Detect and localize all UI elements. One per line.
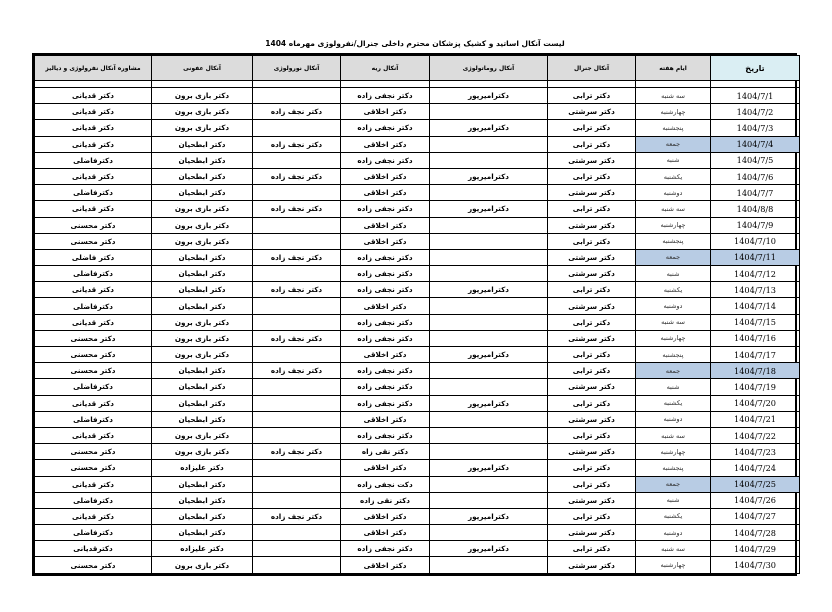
table-row <box>35 120 800 136</box>
rheumatology-oncall-cell <box>430 266 548 282</box>
nephrology-consult-cell: دکتر قدیانی <box>35 104 152 120</box>
pulmonology-oncall-cell: دکتر اخلاقی <box>341 508 430 524</box>
table-row <box>35 136 800 152</box>
neurology-oncall-cell: دکتر نجف زاده <box>253 444 341 460</box>
nephrology-consult-cell: دکترفاضلی <box>35 266 152 282</box>
date-cell: 1404/7/16 <box>711 330 800 346</box>
pulmonology-oncall-cell: دکتر اخلاقی <box>341 460 430 476</box>
general-oncall-cell: دکتر ترابی <box>548 427 636 443</box>
nephrology-consult-cell: دکتر فاضلی <box>35 249 152 265</box>
neurology-oncall-cell: دکتر نجف زاده <box>253 201 341 217</box>
infectious-oncall-cell: دکتر ابطحیان <box>152 152 253 168</box>
pulmonology-oncall-cell: دکتر اخلاقی <box>341 411 430 427</box>
nephrology-consult-cell: دکتر قدیانی <box>35 168 152 184</box>
spacer-cell <box>548 81 636 88</box>
table-row <box>35 298 800 314</box>
table-row <box>35 152 800 168</box>
pulmonology-oncall-cell: دکتر نجفی زاده <box>341 88 430 104</box>
table-row <box>35 217 800 233</box>
day-cell: جمعه <box>636 136 711 152</box>
neurology-oncall-cell <box>253 314 341 330</box>
general-oncall-cell: دکتر سرشتی <box>548 492 636 508</box>
neurology-oncall-cell <box>253 557 341 573</box>
day-cell: پنجشنبه <box>636 460 711 476</box>
infectious-oncall-cell: دکتر ابطحیان <box>152 249 253 265</box>
pulmonology-oncall-cell: دکتر اخلاقی <box>341 233 430 249</box>
pulmonology-oncall-cell: دکتر نجفی زاده <box>341 427 430 443</box>
table-row <box>35 185 800 201</box>
pulmonology-oncall-cell: دکتر نجفی زاده <box>341 282 430 298</box>
table-row <box>35 460 800 476</box>
pulmonology-oncall-cell: دکتر نجفی زاده <box>341 379 430 395</box>
pulmonology-oncall-cell: دکتر نجفی زاده <box>341 363 430 379</box>
pulmonology-oncall-cell: دکتر اخلاقی <box>341 104 430 120</box>
rheumatology-oncall-cell <box>430 492 548 508</box>
pulmonology-oncall-cell: دکتر اخلاقی <box>341 185 430 201</box>
general-oncall-cell: دکتر سرشتی <box>548 557 636 573</box>
neurology-oncall-cell <box>253 541 341 557</box>
day-cell: چهارشنبه <box>636 330 711 346</box>
table-row <box>35 249 800 265</box>
date-cell: 1404/7/23 <box>711 444 800 460</box>
infectious-oncall-cell: دکتر علیزاده <box>152 460 253 476</box>
header-general: آنکال جنرال <box>548 56 636 81</box>
day-cell: سه شنبه <box>636 88 711 104</box>
general-oncall-cell: دکتر ترابی <box>548 541 636 557</box>
general-oncall-cell: دکتر سرشتی <box>548 104 636 120</box>
day-cell: جمعه <box>636 249 711 265</box>
rheumatology-oncall-cell: دکترامیرپور <box>430 168 548 184</box>
day-cell: پنجشنبه <box>636 233 711 249</box>
table-row <box>35 266 800 282</box>
neurology-oncall-cell: دکتر نجف زاده <box>253 136 341 152</box>
rheumatology-oncall-cell <box>430 411 548 427</box>
table-row <box>35 411 800 427</box>
day-cell: یکشنبه <box>636 168 711 184</box>
pulmonology-oncall-cell: دکتر نجفی زاده <box>341 152 430 168</box>
neurology-oncall-cell <box>253 395 341 411</box>
neurology-oncall-cell: دکتر نجف زاده <box>253 249 341 265</box>
day-cell: دوشنبه <box>636 185 711 201</box>
rheumatology-oncall-cell: دکترامیرپور <box>430 347 548 363</box>
oncall-schedule-table <box>34 55 800 574</box>
pulmonology-oncall-cell: دکتر نقی زاه <box>341 444 430 460</box>
nephrology-consult-cell: دکتر محسنی <box>35 217 152 233</box>
date-cell: 1404/7/2 <box>711 104 800 120</box>
day-cell: یکشنبه <box>636 508 711 524</box>
rheumatology-oncall-cell <box>430 379 548 395</box>
pulmonology-oncall-cell: دکتر اخلاقی <box>341 217 430 233</box>
nephrology-consult-cell: دکتر قدیانی <box>35 282 152 298</box>
date-cell: 1404/7/24 <box>711 460 800 476</box>
infectious-oncall-cell: دکتر علیزاده <box>152 541 253 557</box>
pulmonology-oncall-cell: دکتر اخلاقی <box>341 525 430 541</box>
general-oncall-cell: دکتر سرشتی <box>548 152 636 168</box>
nephrology-consult-cell: دکتر محسنی <box>35 444 152 460</box>
nephrology-consult-cell: دکتر محسنی <box>35 347 152 363</box>
table-row <box>35 104 800 120</box>
neurology-oncall-cell <box>253 427 341 443</box>
rheumatology-oncall-cell <box>430 217 548 233</box>
spacer-cell <box>152 81 253 88</box>
table-row <box>35 282 800 298</box>
nephrology-consult-cell: دکترفاضلی <box>35 525 152 541</box>
day-cell: سه شنبه <box>636 201 711 217</box>
spacer-cell <box>430 81 548 88</box>
general-oncall-cell: دکتر ترابی <box>548 347 636 363</box>
rheumatology-oncall-cell: دکترامیرپور <box>430 460 548 476</box>
nephrology-consult-cell: دکتر قدیانی <box>35 120 152 136</box>
neurology-oncall-cell <box>253 347 341 363</box>
nephrology-consult-cell: دکتر قدیانی <box>35 136 152 152</box>
infectious-oncall-cell: دکتر بازی برون <box>152 347 253 363</box>
infectious-oncall-cell: دکتر ابطحیان <box>152 379 253 395</box>
table-row <box>35 330 800 346</box>
general-oncall-cell: دکتر ترابی <box>548 233 636 249</box>
infectious-oncall-cell: دکتر ابطحیان <box>152 168 253 184</box>
infectious-oncall-cell: دکتر بازی برون <box>152 233 253 249</box>
table-row <box>35 233 800 249</box>
infectious-oncall-cell: دکتر ابطحیان <box>152 492 253 508</box>
date-cell: 1404/7/11 <box>711 249 800 265</box>
nephrology-consult-cell: دکترفاضلی <box>35 298 152 314</box>
nephrology-consult-cell: دکتر قدیانی <box>35 201 152 217</box>
rheumatology-oncall-cell: دکترامیرپور <box>430 541 548 557</box>
table-row <box>35 395 800 411</box>
day-cell: جمعه <box>636 476 711 492</box>
date-cell: 1404/7/14 <box>711 298 800 314</box>
nephrology-consult-cell: دکترقدیانی <box>35 541 152 557</box>
nephrology-consult-cell: دکتر محسنی <box>35 233 152 249</box>
day-cell: پنجشنبه <box>636 347 711 363</box>
table-row <box>35 427 800 443</box>
infectious-oncall-cell: دکتر ابطحیان <box>152 136 253 152</box>
day-cell: سه شنبه <box>636 541 711 557</box>
neurology-oncall-cell <box>253 266 341 282</box>
neurology-oncall-cell <box>253 525 341 541</box>
table-row <box>35 363 800 379</box>
date-cell: 1404/7/4 <box>711 136 800 152</box>
infectious-oncall-cell: دکتر بازی برون <box>152 427 253 443</box>
nephrology-consult-cell: دکتر محسنی <box>35 363 152 379</box>
rheumatology-oncall-cell <box>430 185 548 201</box>
date-cell: 1404/7/20 <box>711 395 800 411</box>
infectious-oncall-cell: دکتر ابطحیان <box>152 282 253 298</box>
general-oncall-cell: دکتر ترابی <box>548 136 636 152</box>
general-oncall-cell: دکتر ترابی <box>548 168 636 184</box>
nephrology-consult-cell: دکترفاضلی <box>35 492 152 508</box>
general-oncall-cell: دکتر سرشتی <box>548 266 636 282</box>
rheumatology-oncall-cell <box>430 152 548 168</box>
neurology-oncall-cell <box>253 476 341 492</box>
rheumatology-oncall-cell <box>430 557 548 573</box>
date-cell: 1404/7/26 <box>711 492 800 508</box>
date-cell: 1404/8/8 <box>711 201 800 217</box>
nephrology-consult-cell: دکترفاضلی <box>35 379 152 395</box>
table-row <box>35 541 800 557</box>
table-body <box>35 81 800 574</box>
general-oncall-cell: دکتر ترابی <box>548 88 636 104</box>
rheumatology-oncall-cell <box>430 525 548 541</box>
general-oncall-cell: دکتر ترابی <box>548 314 636 330</box>
general-oncall-cell: دکتر سرشتی <box>548 298 636 314</box>
pulmonology-oncall-cell: دکتر نجفی زاده <box>341 314 430 330</box>
table-row <box>35 314 800 330</box>
day-cell: چهارشنبه <box>636 444 711 460</box>
general-oncall-cell: دکتر ترابی <box>548 460 636 476</box>
day-cell: یکشنبه <box>636 395 711 411</box>
nephrology-consult-cell: دکتر محسنی <box>35 330 152 346</box>
general-oncall-cell: دکتر ترابی <box>548 201 636 217</box>
nephrology-consult-cell: دکتر قدیانی <box>35 508 152 524</box>
day-cell: چهارشنبه <box>636 557 711 573</box>
day-cell: دوشنبه <box>636 298 711 314</box>
general-oncall-cell: دکتر ترابی <box>548 476 636 492</box>
date-cell: 1404/7/7 <box>711 185 800 201</box>
date-cell: 1404/7/19 <box>711 379 800 395</box>
rheumatology-oncall-cell: دکترامیرپور <box>430 88 548 104</box>
pulmonology-oncall-cell: دکتر نجفی زاده <box>341 541 430 557</box>
table-row <box>35 476 800 492</box>
header-infectious: آنکال عفونی <box>152 56 253 81</box>
day-cell: شنبه <box>636 152 711 168</box>
table-row <box>35 201 800 217</box>
general-oncall-cell: دکتر ترابی <box>548 120 636 136</box>
date-cell: 1404/7/28 <box>711 525 800 541</box>
date-cell: 1404/7/5 <box>711 152 800 168</box>
nephrology-consult-cell: دکتر قدیانی <box>35 427 152 443</box>
infectious-oncall-cell: دکتر بازی برون <box>152 88 253 104</box>
infectious-oncall-cell: دکتر ابطحیان <box>152 508 253 524</box>
pulmonology-oncall-cell: دکتر اخلاقی <box>341 557 430 573</box>
spacer-cell <box>341 81 430 88</box>
table-row <box>35 168 800 184</box>
pulmonology-oncall-cell: دکتر نجفی زاده <box>341 330 430 346</box>
date-cell: 1404/7/29 <box>711 541 800 557</box>
table-row <box>35 508 800 524</box>
general-oncall-cell: دکتر ترابی <box>548 363 636 379</box>
rheumatology-oncall-cell: دکترامیرپور <box>430 201 548 217</box>
rheumatology-oncall-cell <box>430 104 548 120</box>
nephrology-consult-cell: دکتر محسنی <box>35 557 152 573</box>
general-oncall-cell: دکتر سرشتی <box>548 411 636 427</box>
infectious-oncall-cell: دکتر ابطحیان <box>152 476 253 492</box>
general-oncall-cell: دکتر ترابی <box>548 395 636 411</box>
neurology-oncall-cell <box>253 460 341 476</box>
pulmonology-oncall-cell: دکتر نجفی زاده <box>341 249 430 265</box>
date-cell: 1404/7/12 <box>711 266 800 282</box>
spacer-cell <box>35 81 152 88</box>
neurology-oncall-cell <box>253 411 341 427</box>
rheumatology-oncall-cell: دکترامیرپور <box>430 120 548 136</box>
neurology-oncall-cell <box>253 298 341 314</box>
date-cell: 1404/7/27 <box>711 508 800 524</box>
infectious-oncall-cell: دکتر بازی برون <box>152 217 253 233</box>
header-day: ایام هفته <box>636 56 711 81</box>
date-cell: 1404/7/17 <box>711 347 800 363</box>
rheumatology-oncall-cell: دکترامیرپور <box>430 508 548 524</box>
table-row <box>35 88 800 104</box>
infectious-oncall-cell: دکتر بازی برون <box>152 314 253 330</box>
neurology-oncall-cell <box>253 152 341 168</box>
rheumatology-oncall-cell <box>430 136 548 152</box>
neurology-oncall-cell: دکتر نجف زاده <box>253 104 341 120</box>
date-cell: 1404/7/25 <box>711 476 800 492</box>
nephrology-consult-cell: دکتر قدیانی <box>35 88 152 104</box>
infectious-oncall-cell: دکتر بازی برون <box>152 444 253 460</box>
table-row <box>35 379 800 395</box>
rheumatology-oncall-cell <box>430 249 548 265</box>
nephrology-consult-cell: دکترفاضلی <box>35 185 152 201</box>
date-cell: 1404/7/10 <box>711 233 800 249</box>
general-oncall-cell: دکتر سرشتی <box>548 525 636 541</box>
neurology-oncall-cell <box>253 233 341 249</box>
nephrology-consult-cell: دکتر قدیانی <box>35 314 152 330</box>
rheumatology-oncall-cell: دکترامیرپور <box>430 282 548 298</box>
general-oncall-cell: دکتر سرشتی <box>548 217 636 233</box>
table-row <box>35 444 800 460</box>
date-cell: 1404/7/3 <box>711 120 800 136</box>
date-cell: 1404/7/15 <box>711 314 800 330</box>
rheumatology-oncall-cell <box>430 298 548 314</box>
pulmonology-oncall-cell: دکتر اخلاقی <box>341 168 430 184</box>
date-cell: 1404/7/21 <box>711 411 800 427</box>
rheumatology-oncall-cell <box>430 427 548 443</box>
neurology-oncall-cell: دکتر نجف زاده <box>253 168 341 184</box>
general-oncall-cell: دکتر سرشتی <box>548 249 636 265</box>
day-cell: چهارشنبه <box>636 217 711 233</box>
infectious-oncall-cell: دکتر ابطحیان <box>152 411 253 427</box>
day-cell: شنبه <box>636 266 711 282</box>
day-cell: شنبه <box>636 492 711 508</box>
rheumatology-oncall-cell <box>430 363 548 379</box>
infectious-oncall-cell: دکتر ابطحیان <box>152 363 253 379</box>
pulmonology-oncall-cell: دکتر اخلاقی <box>341 136 430 152</box>
pulmonology-oncall-cell: دکتر نجفی زاده <box>341 395 430 411</box>
infectious-oncall-cell: دکتر ابطحیان <box>152 266 253 282</box>
day-cell: شنبه <box>636 379 711 395</box>
infectious-oncall-cell: دکتر بازی برون <box>152 120 253 136</box>
neurology-oncall-cell <box>253 492 341 508</box>
date-cell: 1404/7/30 <box>711 557 800 573</box>
nephrology-consult-cell: دکتر قدیانی <box>35 395 152 411</box>
date-cell: 1404/7/18 <box>711 363 800 379</box>
general-oncall-cell: دکتر سرشتی <box>548 330 636 346</box>
infectious-oncall-cell: دکتر بازی برون <box>152 557 253 573</box>
neurology-oncall-cell: دکتر نجف زاده <box>253 282 341 298</box>
pulmonology-oncall-cell: دکتر اخلاقی <box>341 298 430 314</box>
nephrology-consult-cell: دکترفاضلی <box>35 411 152 427</box>
date-cell: 1404/7/22 <box>711 427 800 443</box>
general-oncall-cell: دکتر ترابی <box>548 282 636 298</box>
pulmonology-oncall-cell: دکتر نجفی زاده <box>341 201 430 217</box>
nephrology-consult-cell: دکتر قدیانی <box>35 476 152 492</box>
neurology-oncall-cell <box>253 120 341 136</box>
day-cell: سه شنبه <box>636 427 711 443</box>
day-cell: یکشنبه <box>636 282 711 298</box>
rheumatology-oncall-cell <box>430 314 548 330</box>
neurology-oncall-cell <box>253 88 341 104</box>
header-date: تاریخ <box>711 56 800 81</box>
pulmonology-oncall-cell: دکتر نجفی زاده <box>341 266 430 282</box>
infectious-oncall-cell: دکتر ابطحیان <box>152 525 253 541</box>
rheumatology-oncall-cell <box>430 330 548 346</box>
rheumatology-oncall-cell <box>430 476 548 492</box>
header-rheumatology: آنکال روماتولوژی <box>430 56 548 81</box>
date-cell: 1404/7/1 <box>711 88 800 104</box>
table-row <box>35 492 800 508</box>
neurology-oncall-cell <box>253 185 341 201</box>
infectious-oncall-cell: دکتر بازی برون <box>152 201 253 217</box>
header-neurology: آنکال نورولوژی <box>253 56 341 81</box>
infectious-oncall-cell: دکتر بازی برون <box>152 104 253 120</box>
neurology-oncall-cell: دکتر نجف زاده <box>253 508 341 524</box>
pulmonology-oncall-cell: دکتر اخلاقی <box>341 347 430 363</box>
infectious-oncall-cell: دکتر ابطحیان <box>152 185 253 201</box>
day-cell: پنجشنبه <box>636 120 711 136</box>
neurology-oncall-cell: دکتر نجف زاده <box>253 330 341 346</box>
spacer-cell <box>711 81 800 88</box>
general-oncall-cell: دکتر سرشتی <box>548 185 636 201</box>
general-oncall-cell: دکتر سرشتی <box>548 444 636 460</box>
pulmonology-oncall-cell: دکت نجفی زاده <box>341 476 430 492</box>
spacer-cell <box>253 81 341 88</box>
nephrology-consult-cell: دکتر محسنی <box>35 460 152 476</box>
date-cell: 1404/7/6 <box>711 168 800 184</box>
page-title: لیست آنکال اساتید و کشیک پزشکان محترم داخلی جنرال/نفرولوژی مهرماه 1404 <box>265 39 565 48</box>
infectious-oncall-cell: دکتر ابطحیان <box>152 298 253 314</box>
spacer-cell <box>636 81 711 88</box>
table-row <box>35 347 800 363</box>
rheumatology-oncall-cell <box>430 444 548 460</box>
day-cell: دوشنبه <box>636 411 711 427</box>
general-oncall-cell: دکتر سرشتی <box>548 379 636 395</box>
schedule-table-container <box>32 53 797 576</box>
day-cell: چهارشنبه <box>636 104 711 120</box>
table-row <box>35 557 800 573</box>
rheumatology-oncall-cell <box>430 233 548 249</box>
nephrology-consult-cell: دکترفاضلی <box>35 152 152 168</box>
neurology-oncall-cell <box>253 379 341 395</box>
day-cell: سه شنبه <box>636 314 711 330</box>
header-pulmonology: آنکال ریه <box>341 56 430 81</box>
neurology-oncall-cell: دکتر نجف زاده <box>253 363 341 379</box>
date-cell: 1404/7/13 <box>711 282 800 298</box>
infectious-oncall-cell: دکتر بازی برون <box>152 330 253 346</box>
day-cell: جمعه <box>636 363 711 379</box>
table-header-row <box>35 56 800 81</box>
neurology-oncall-cell <box>253 217 341 233</box>
day-cell: دوشنبه <box>636 525 711 541</box>
general-oncall-cell: دکتر ترابی <box>548 508 636 524</box>
rheumatology-oncall-cell: دکترامیرپور <box>430 395 548 411</box>
header-spacer-row <box>35 81 800 88</box>
pulmonology-oncall-cell: دکتر نقی زاده <box>341 492 430 508</box>
infectious-oncall-cell: دکتر ابطحیان <box>152 395 253 411</box>
header-nephrology-consult: مشاوره آنکال نفرولوژی و دیالیز <box>35 56 152 81</box>
date-cell: 1404/7/9 <box>711 217 800 233</box>
table-row <box>35 525 800 541</box>
pulmonology-oncall-cell: دکتر نجفی زاده <box>341 120 430 136</box>
